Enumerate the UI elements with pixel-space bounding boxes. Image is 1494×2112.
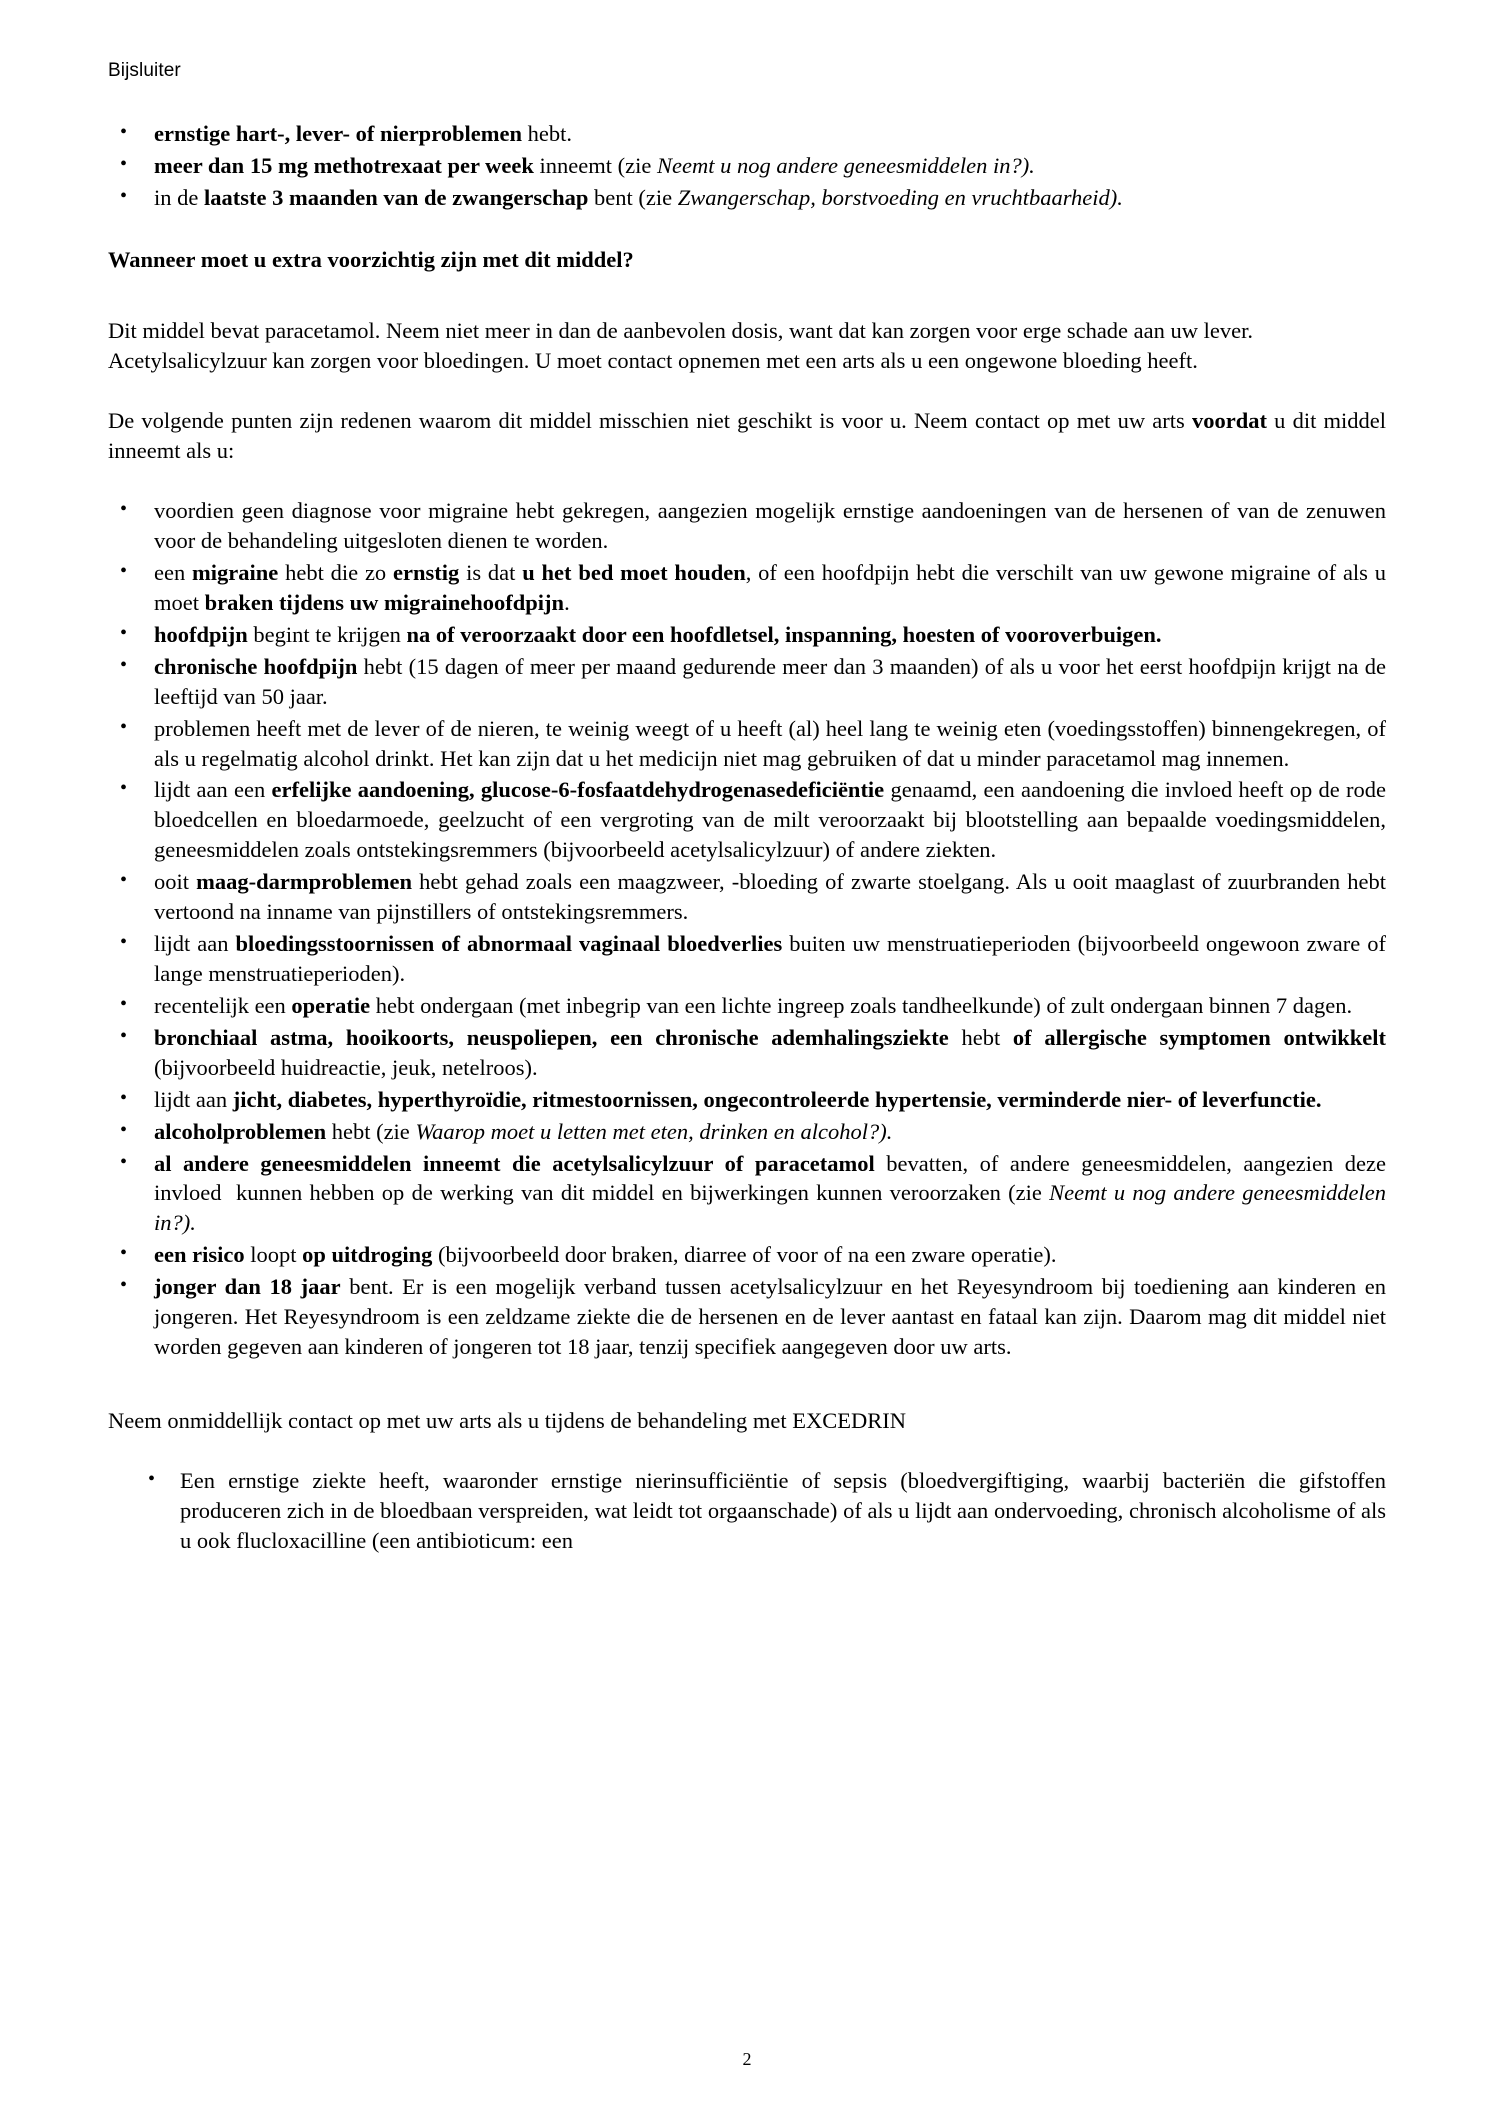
list-item: • problemen heeft met de lever of de nieren, te weinig weegt of u heeft (al) heel lang te weinig eten (voedingsstoffen) binnengekregen, of als u regelmatig alcohol drinkt. Het kan zijn dat u het medicijn niet mag gebruiken of dat u minder paracetamol mag innemen. [108, 714, 1386, 774]
list-item: • ooit maag-darmproblemen hebt gehad zoals een maagzweer, -bloeding of zwarte stoelgang. Als u ooit maaglast of zuurbranden hebt vertoond na inname van pijnstillers of ontstekingsremmers. [108, 867, 1386, 927]
list-item: • lijdt aan bloedingsstoornissen of abnormaal vaginaal bloedverlies buiten uw menstruatieperioden (bijvoorbeeld ongewoon zware of lange menstruatieperioden). [108, 929, 1386, 989]
spacer [108, 1436, 1386, 1466]
main-bullet-list [108, 496, 1386, 1362]
list-item: • bronchiaal astma, hooikoorts, neuspoliepen, een chronische ademhalingsziekte hebt of allergische symptomen ontwikkelt (bijvoorbeeld huidreactie, jeuk, netelroos). [108, 1023, 1386, 1083]
list-item: • lijdt aan jicht, diabetes, hyperthyroïdie, ritmestoornissen, ongecontroleerde hypertensie, verminderde nier- of leverfunctie. [108, 1085, 1386, 1115]
list-item: • meer dan 15 mg methotrexaat per week inneemt (zie Neemt u nog andere geneesmiddelen in?). [108, 151, 1386, 181]
top-bullet-list [108, 119, 1386, 213]
spacer [108, 466, 1386, 496]
closing-paragraph: Neem onmiddellijk contact op met uw arts als u tijdens de behandeling met EXCEDRIN [108, 1407, 906, 1433]
list-item: • al andere geneesmiddelen inneemt die acetylsalicylzuur of paracetamol bevatten, of andere geneesmiddelen, aangezien deze invloed kunnen hebben op de werking van dit middel en bijwerkingen kunnen veroorzaken (zie Neemt u nog andere geneesmiddelen in?). [108, 1149, 1386, 1239]
list-item: • voordien geen diagnose voor migraine hebt gekregen, aangezien mogelijk ernstige aandoeningen van de hersenen of van de zenuwen voor de behandeling uitgesloten dienen te worden. [108, 496, 1386, 556]
spacer [108, 1364, 1386, 1406]
intro-paragraph-2: De volgende punten zijn redenen waarom dit middel misschien niet geschikt is voor u. Neem contact op met uw arts voordat u dit middel inneemt als u: [108, 408, 1387, 464]
list-item: • in de laatste 3 maanden van de zwangerschap bent (zie Zwangerschap, borstvoeding en vruchtbaarheid). [108, 183, 1386, 213]
spacer [108, 376, 1386, 406]
list-item: • een migraine hebt die zo ernstig is dat u het bed moet houden, of een hoofdpijn hebt die verschilt van uw gewone migraine of als u moet braken tijdens uw migrainehoofdpijn. [108, 558, 1386, 618]
intro-paragraph-1-line-1: Dit middel bevat paracetamol. Neem niet meer in dan de aanbevolen dosis, want dat kan zorgen voor erge schade aan uw lever. [108, 318, 1253, 344]
list-item: • recentelijk een operatie hebt ondergaan (met inbegrip van een lichte ingreep zoals tandheelkunde) of zult ondergaan binnen 7 dagen. [108, 991, 1386, 1021]
list-item: • hoofdpijn begint te krijgen na of veroorzaakt door een hoofdletsel, inspanning, hoesten of vooroverbuigen. [108, 620, 1386, 650]
list-item: • chronische hoofdpijn hebt (15 dagen of meer per maand gedurende meer dan 3 maanden) of als u voor het eerst hoofdpijn krijgt na de leeftijd van 50 jaar. [108, 652, 1386, 712]
list-item: • ernstige hart-, lever- of nierproblemen hebt. [108, 119, 1386, 149]
section-heading: Wanneer moet u extra voorzichtig zijn met dit middel? [108, 246, 634, 272]
list-item: • alcoholproblemen hebt (zie Waarop moet u letten met eten, drinken en alcohol?). [108, 1117, 1386, 1147]
list-item: • een risico loopt op uitdroging (bijvoorbeeld door braken, diarree of voor of na een zware operatie). [108, 1240, 1386, 1270]
spacer [108, 274, 1386, 316]
document-header-label: Bijsluiter [108, 60, 181, 81]
intro-paragraph-1-line-2: Acetylsalicylzuur kan zorgen voor bloedingen. U moet contact opnemen met een arts als u een ongewone bloeding heeft. [108, 348, 1198, 374]
closing-bullet-list [108, 1466, 1386, 1556]
list-item: • jonger dan 18 jaar bent. Er is een mogelijk verband tussen acetylsalicylzuur en het Reyesyndroom bij toediening aan kinderen en jongeren. Het Reyesyndroom is een zeldzame ziekte die de hersenen en de lever aantast en fataal kan zijn. Daarom mag dit middel niet worden gegeven aan kinderen of jongeren tot 18 jaar, tenzij specifiek aangegeven door uw arts. [108, 1272, 1386, 1362]
list-item: • Een ernstige ziekte heeft, waaronder ernstige nierinsufficiëntie of sepsis (bloedvergiftiging, waarbij bacteriën die gifstoffen produceren zich in de bloedbaan verspreiden, wat leidt tot orgaanschade) of als u lijdt aan ondervoeding, chronisch alcoholisme of als u ook flucloxacilline (een antibioticum: een [108, 1466, 1386, 1556]
list-item: • lijdt aan een erfelijke aandoening, glucose-6-fosfaatdehydrogenasedeficiëntie genaamd, een aandoening die invloed heeft op de rode bloedcellen en bloedarmoede, geelzucht of een vergroting van de milt veroorzaakt bij blootstelling aan bepaalde voedingsmiddelen, geneesmiddelen zoals ontstekingsremmers (bijvoorbeeld acetylsalicylzuur) of andere ziekten. [108, 775, 1386, 865]
spacer [108, 215, 1386, 245]
page-number: 2 [742, 2049, 752, 2069]
